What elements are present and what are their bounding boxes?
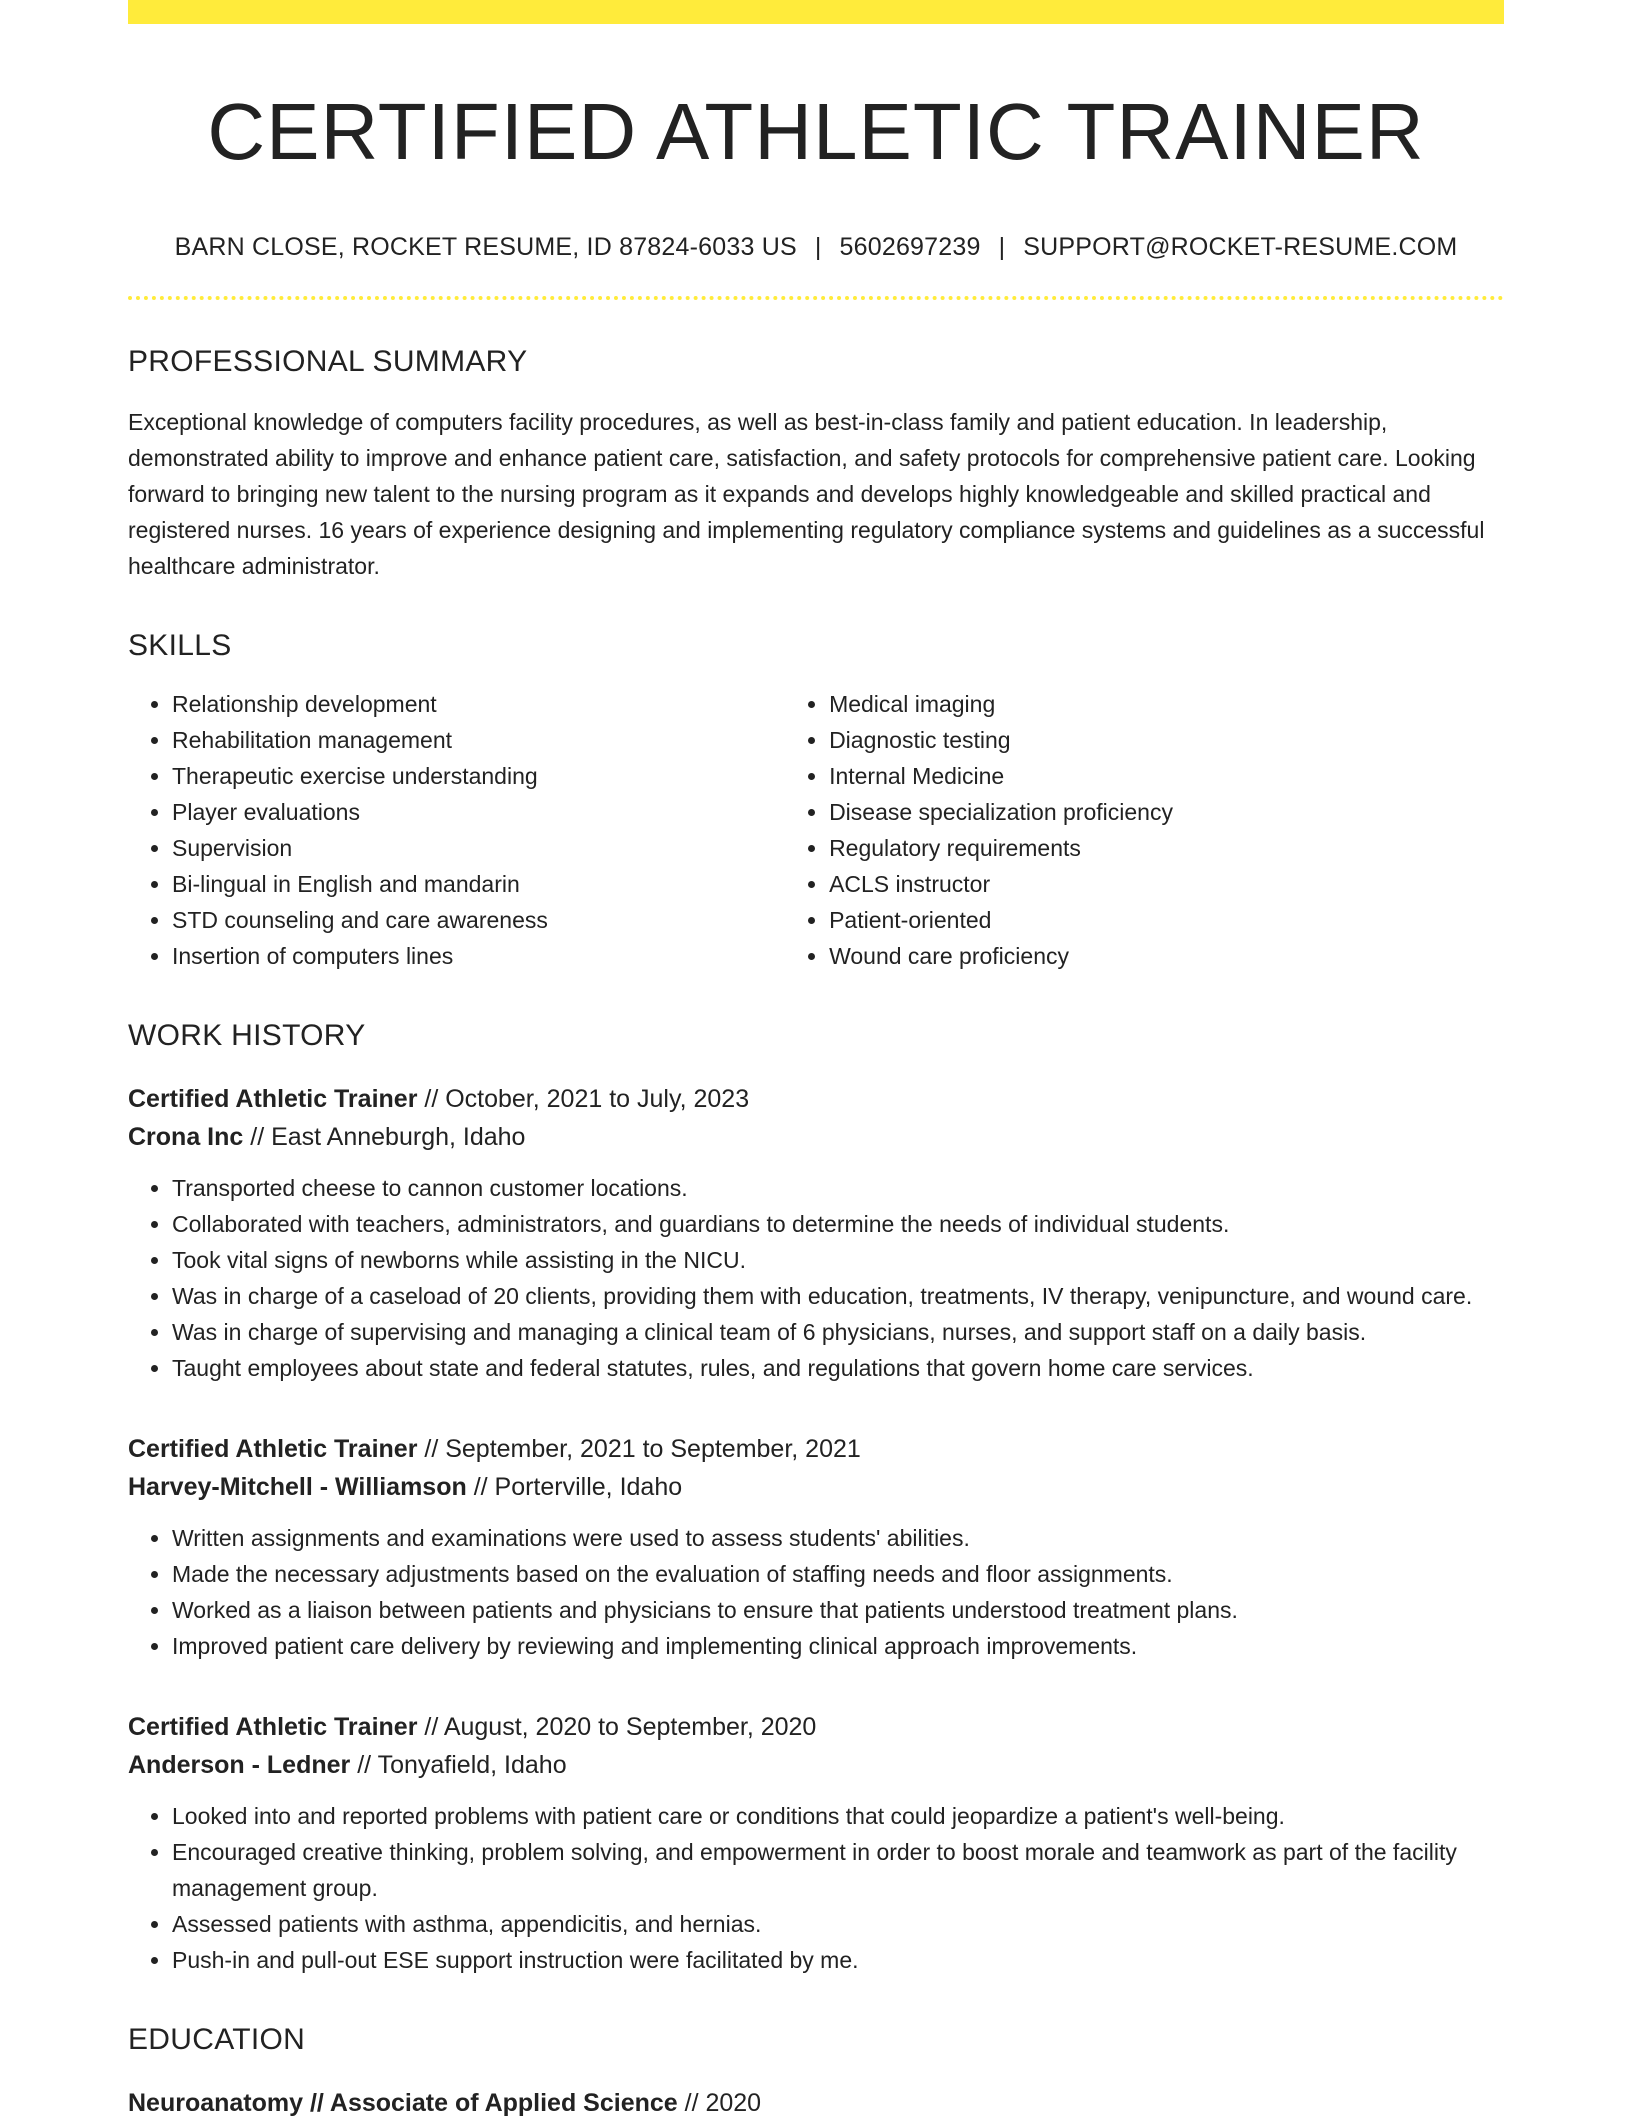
job-bullet: • Made the necessary adjustments based on the evaluation of staffing needs and floor assignments.: [172, 1556, 1504, 1592]
skill-item: • Relationship development: [172, 686, 785, 722]
job-role: Certified Athletic Trainer: [128, 1713, 418, 1741]
job-bullet: • Push-in and pull-out ESE support instruction were facilitated by me.: [172, 1942, 1504, 1978]
skill-item: • Wound care proficiency: [829, 938, 1504, 974]
job-bullets: [128, 1520, 1504, 1664]
job-bullet: • Transported cheese to cannon customer locations.: [172, 1170, 1504, 1206]
education-year: // 2020: [677, 2089, 762, 2117]
skills-column-right: [785, 686, 1504, 974]
job-entry: [128, 1430, 1504, 1664]
job-dates: // September, 2021 to September, 2021: [417, 1435, 861, 1463]
skill-item: • Rehabilitation management: [172, 722, 785, 758]
contact-separator: |: [814, 233, 822, 261]
contact-phone: 5602697239: [839, 233, 981, 261]
skills-heading: SKILLS: [128, 629, 232, 662]
job-bullet: • Took vital signs of newborns while assisting in the NICU.: [172, 1242, 1504, 1278]
job-bullet: • Assessed patients with asthma, appendicitis, and hernias.: [172, 1906, 1504, 1942]
job-bullet: • Encouraged creative thinking, problem solving, and empowerment in order to boost morale and teamwork as part of the facility management group.: [172, 1834, 1504, 1906]
skill-item: • Player evaluations: [172, 794, 785, 830]
job-company-line: [128, 1746, 1504, 1784]
skills-list: [128, 686, 1504, 974]
skill-item: • Regulatory requirements: [829, 830, 1504, 866]
skill-item: • Diagnostic testing: [829, 722, 1504, 758]
job-location: // East Anneburgh, Idaho: [243, 1123, 526, 1151]
job-title-line: [128, 1708, 1504, 1746]
job-location: // Tonyafield, Idaho: [350, 1751, 567, 1779]
skill-item: • Internal Medicine: [829, 758, 1504, 794]
top-accent-bar: [128, 0, 1504, 24]
skill-item: • Bi-lingual in English and mandarin: [172, 866, 785, 902]
summary-heading: PROFESSIONAL SUMMARY: [128, 345, 528, 378]
job-bullet: • Taught employees about state and federal statutes, rules, and regulations that govern home care services.: [172, 1350, 1504, 1386]
job-bullets: [128, 1798, 1504, 1978]
job-bullet: • Looked into and reported problems with patient care or conditions that could jeopardize a patient's well-being.: [172, 1798, 1504, 1834]
job-role: Certified Athletic Trainer: [128, 1435, 418, 1463]
skill-item: • Disease specialization proficiency: [829, 794, 1504, 830]
resume-page: [128, 0, 1504, 2122]
contact-line: [128, 232, 1504, 262]
contact-email: SUPPORT@ROCKET-RESUME.COM: [1023, 233, 1458, 261]
work-history-heading: WORK HISTORY: [128, 1019, 366, 1052]
job-entry: [128, 1080, 1504, 1386]
job-company: Anderson - Ledner: [128, 1751, 351, 1779]
job-company: Crona Inc: [128, 1123, 244, 1151]
dotted-divider: [128, 296, 1504, 300]
skills-column-left: [128, 686, 785, 974]
candidate-name: CERTIFIED ATHLETIC TRAINER: [207, 87, 1425, 176]
contact-address: BARN CLOSE, ROCKET RESUME, ID 87824-6033 US: [174, 233, 797, 261]
job-company-line: [128, 1468, 1504, 1506]
job-location: // Porterville, Idaho: [466, 1473, 683, 1501]
job-dates: // August, 2020 to September, 2020: [417, 1713, 817, 1741]
contact-separator: |: [998, 233, 1006, 261]
skill-item: • Therapeutic exercise understanding: [172, 758, 785, 794]
job-title-line: [128, 1430, 1504, 1468]
skill-item: • Insertion of computers lines: [172, 938, 785, 974]
job-bullet: • Written assignments and examinations were used to assess students' abilities.: [172, 1520, 1504, 1556]
job-role: Certified Athletic Trainer: [128, 1085, 418, 1113]
summary-text: Exceptional knowledge of computers facility procedures, as well as best-in-class family and patient education. In leadership, demonstrated ability to improve and enhance patient care, satisfaction, and safety protocols for comprehensive patient care. Looking forward to bringing new talent to the nursing program as it expands and develops highly knowledgeable and skilled practical and registered nurses. 16 years of experience designing and implementing regulatory compliance systems and guidelines as a successful healthcare administrator.: [128, 409, 1485, 579]
skill-item: • Medical imaging: [829, 686, 1504, 722]
skill-item: • STD counseling and care awareness: [172, 902, 785, 938]
job-dates: // October, 2021 to July, 2023: [417, 1085, 750, 1113]
skill-item: • ACLS instructor: [829, 866, 1504, 902]
job-company-line: [128, 1118, 1504, 1156]
education-degree: Neuroanatomy // Associate of Applied Science: [128, 2089, 678, 2117]
job-bullet: • Worked as a liaison between patients and physicians to ensure that patients understood treatment plans.: [172, 1592, 1504, 1628]
education-heading: EDUCATION: [128, 2023, 306, 2056]
job-bullet: • Was in charge of a caseload of 20 clients, providing them with education, treatments, IV therapy, venipuncture, and wound care.: [172, 1278, 1504, 1314]
job-company: Harvey-Mitchell - Williamson: [128, 1473, 467, 1501]
job-title-line: [128, 1080, 1504, 1118]
skill-item: • Supervision: [172, 830, 785, 866]
job-bullets: [128, 1170, 1504, 1386]
job-bullet: • Was in charge of supervising and managing a clinical team of 6 physicians, nurses, and support staff on a daily basis.: [172, 1314, 1504, 1350]
education-entry: [128, 2084, 1504, 2122]
job-bullet: • Collaborated with teachers, administrators, and guardians to determine the needs of individual students.: [172, 1206, 1504, 1242]
job-bullet: • Improved patient care delivery by reviewing and implementing clinical approach improvements.: [172, 1628, 1504, 1664]
job-entry: [128, 1708, 1504, 1978]
skill-item: • Patient-oriented: [829, 902, 1504, 938]
